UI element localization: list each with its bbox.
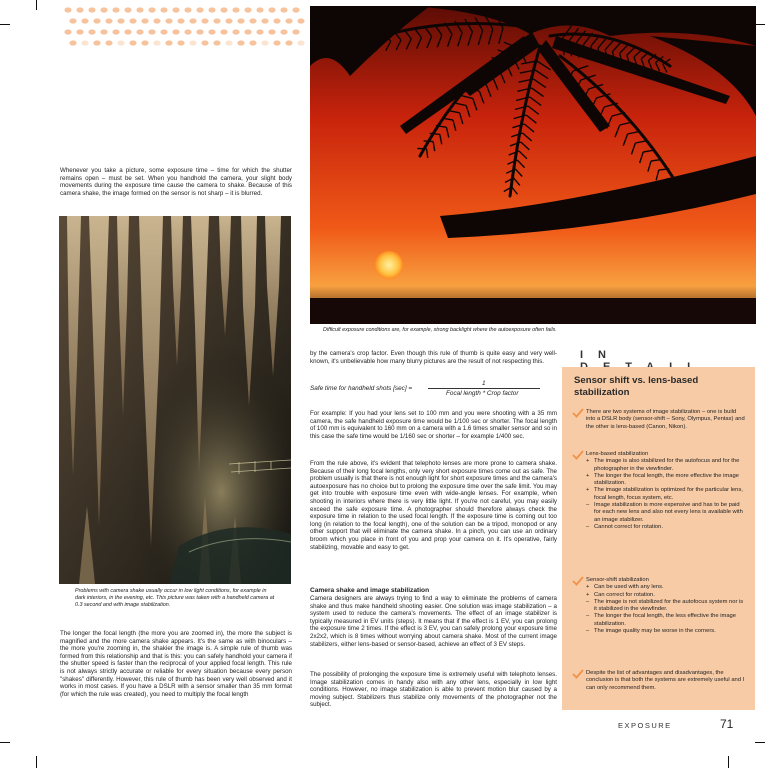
sunset-photo-caption: Difficult exposure conditions are, for example, strong backlight where the autoexposure often fails.: [323, 327, 557, 333]
middle-paragraph-2: For example: If you had your lens set to 100 mm and you were shooting with a 35 mm camera, the safe handheld exposure time would be 1/100 sec or shorter. The focal length of 100 mm is equivalent to 160 mm on a camera with a 1.6 times smaller sensor and so in this case the safe time would be 1/160 sec or shorter – for example 1/400 sec.: [310, 410, 557, 440]
decorative-dot: [148, 29, 155, 34]
decorative-dot: [196, 7, 203, 12]
crop-mark: [728, 756, 729, 768]
list-item-text: Can be used with any lens.: [594, 584, 664, 591]
list-item-text: Image stabilization is more expensive and has to be paid for each new lens and also not every lens is available with an image stabilizer.: [594, 502, 743, 523]
decorative-dot-pattern: [62, 4, 307, 54]
decorative-dot: [165, 40, 172, 45]
middle-paragraph-5: The possibility of prolonging the exposure time is extremely useful with telephoto lenses. Image stabilization comes in handy also with any other lens, especially in low light conditions. However, no image stabilization is able to prevent motion blur caused by a moving subject. Stabilizers thus stabilize only movements of the photographer not the subject.: [310, 671, 557, 709]
sensor-item: [586, 584, 746, 591]
list-marker: –: [586, 628, 590, 635]
decorative-dot: [201, 40, 208, 45]
decorative-dot: [100, 29, 107, 34]
formula-numerator: 1: [482, 380, 486, 387]
decorative-dot: [297, 18, 304, 23]
list-item-text: The image quality may be worse in the corners.: [594, 628, 716, 635]
formula-denominator: Focal length * Crop factor: [446, 390, 519, 397]
decorative-dot: [88, 7, 95, 12]
formula-fraction-bar: [428, 388, 540, 389]
list-item-text: The image stabilization is optimized for the particular lens, focal length, focus system, etc.: [594, 487, 743, 501]
section-heading: Camera shake and image stabilization: [310, 587, 430, 594]
decorative-dot: [160, 7, 167, 12]
decorative-dot: [268, 7, 275, 12]
checkmark-icon: [572, 450, 584, 460]
decorative-dot: [237, 40, 244, 45]
list-marker: +: [586, 458, 590, 465]
decorative-dot: [177, 40, 184, 45]
decorative-dot: [124, 29, 131, 34]
detail-conclusion-text: Despite the list of advantages and disadvantages, the conclusion is that both the systems are extremely useful and I can only recommend them.: [586, 670, 745, 691]
list-marker: –: [586, 523, 590, 530]
decorative-dot: [225, 18, 232, 23]
decorative-dot: [112, 29, 119, 34]
decorative-dot: [280, 29, 287, 34]
in-detail-header: IN: [562, 344, 755, 366]
decorative-dot: [208, 7, 215, 12]
decorative-dot: [81, 40, 88, 45]
decorative-dot: [69, 18, 76, 23]
decorative-dot: [256, 29, 263, 34]
left-body-paragraph: The longer the focal length (the more you are zoomed in), the more the subject is magnified and the more camera shake appears. It's the same as with binoculars – the more you're zooming in, the shakier the image is. A simple rule of thumb was formed from this relationship and that is this: you can safely handhold your camera if the shutter speed is faster than the reciprocal of your applied focal length. This rule is not always strictly accurate or reliable for every situation because every person "shakes" differently. However, this rule of thumb has been very well observed and it works in most cases. If you have a DSLR with a sensor smaller than 35 mm format (for which the rule was created), you need to multiply the focal length: [60, 630, 292, 698]
middle-paragraph-1: by the camera's crop factor. Even though this rule of thumb is quite easy and very well-known, it's unbelievable how many blurry pictures are the result of not respecting this.: [310, 350, 557, 365]
lens-item: [586, 458, 746, 473]
lens-item: [586, 524, 746, 531]
crop-mark: [755, 742, 765, 743]
sensor-shift-group: [586, 577, 746, 635]
decorative-dot: [93, 40, 100, 45]
decorative-dot: [153, 40, 160, 45]
decorative-dot: [268, 29, 275, 34]
decorative-dot: [136, 29, 143, 34]
palm-leaflet: [667, 178, 677, 179]
decorative-dot: [112, 7, 119, 12]
decorative-dot: [117, 18, 124, 23]
decorative-dot: [285, 40, 292, 45]
formula-lhs: Safe time for handheld shots [sec] =: [310, 385, 413, 392]
list-marker: –: [586, 502, 590, 509]
page-number: 71: [720, 717, 734, 731]
decorative-dot: [117, 40, 124, 45]
sensor-item: [586, 599, 746, 614]
decorative-dot: [136, 7, 143, 12]
decorative-dot: [213, 40, 220, 45]
decorative-dot: [244, 7, 251, 12]
decorative-dot: [69, 40, 76, 45]
decorative-dot: [105, 18, 112, 23]
palm-leaflet: [424, 141, 434, 142]
decorative-dot: [124, 7, 131, 12]
list-marker: –: [586, 598, 590, 605]
detail-intro: [586, 409, 746, 431]
list-marker: –: [586, 613, 590, 620]
checkmark-icon: [572, 576, 584, 586]
cave-photo: [59, 216, 291, 584]
footer-section-label: EXPOSURE: [618, 721, 672, 730]
crop-mark: [0, 24, 10, 25]
decorative-dot: [184, 29, 191, 34]
decorative-dot: [273, 18, 280, 23]
decorative-dot: [225, 40, 232, 45]
decorative-dot: [81, 18, 88, 23]
middle-paragraph-4: Camera designers are always trying to find a way to eliminate the problems of camera shake and thus make handheld shooting easier. One solution was image stabilization – a system used to reduce the camera's movements. The effect of an image stabilizer is typically measured in EV units (steps). It means that if the effect is 1 EV, you can prolong the exposure time 2 times. If the effect is 3 EV, you can safely prolong your exposure time 2x2x2, which is 8 times without worrying about camera shake. Most of the current image stabilizers, either lens-based or sensor-based, achieve an effect of 3 EV steps.: [310, 595, 557, 648]
list-item-text: The image is also stabilized for the autofocus and for the photographer in the viewfinder.: [594, 458, 740, 472]
sensor-item: [586, 592, 746, 599]
list-item-text: The image is not stabilized for the autofocus system nor is it stabilized in the viewfinder.: [594, 598, 744, 613]
checkmark-icon: [572, 408, 584, 418]
list-item-text: Cannot correct for rotation.: [594, 523, 663, 530]
decorative-dot: [141, 18, 148, 23]
decorative-dot: [249, 18, 256, 23]
decorative-dot: [148, 7, 155, 12]
decorative-dot: [232, 29, 239, 34]
decorative-dot: [256, 7, 263, 12]
list-item-text: The longer the focal length, the less effective the image stabilization.: [594, 613, 737, 627]
checkmark-icon: [572, 669, 584, 679]
sensor-item: [586, 613, 746, 628]
list-item-text: The longer the focal length, the more effective the image stabilization.: [594, 472, 739, 487]
sensor-item: [586, 628, 746, 635]
decorative-dot: [201, 18, 208, 23]
decorative-dot: [285, 18, 292, 23]
decorative-dot: [172, 7, 179, 12]
list-item-text: Can correct for rotation.: [594, 591, 655, 598]
lens-item: [586, 473, 746, 488]
sensor-shift-heading: Sensor-shift stabilization: [586, 577, 649, 583]
crop-mark: [755, 24, 765, 25]
decorative-dot: [177, 18, 184, 23]
decorative-dot: [292, 29, 299, 34]
detail-panel: [562, 367, 755, 710]
list-marker: +: [586, 472, 590, 479]
detail-conclusion: [586, 670, 746, 692]
lens-based-heading: Lens-based stabilization: [586, 451, 649, 457]
list-marker: +: [586, 487, 590, 494]
decorative-dot: [232, 7, 239, 12]
list-marker: +: [586, 591, 590, 598]
intro-paragraph: Whenever you take a picture, some exposure time – time for which the shutter remains open – must be set. When you handhold the camera, your slight body movements during the exposure time cause the camera to shake. Because of this camera shake, the image formed on the sensor is not sharp – it is blurred.: [60, 167, 292, 197]
lens-based-group: [586, 451, 746, 531]
decorative-dot: [292, 7, 299, 12]
decorative-dot: [76, 29, 83, 34]
decorative-dot: [93, 18, 100, 23]
decorative-dot: [189, 18, 196, 23]
sunset-palm-photo: [310, 6, 756, 324]
detail-title: Sensor shift vs. lens-based stabilization: [574, 375, 699, 398]
lens-item: [586, 502, 746, 524]
decorative-dot: [165, 18, 172, 23]
decorative-dot: [196, 29, 203, 34]
decorative-dot: [64, 7, 71, 12]
crop-mark: [0, 742, 10, 743]
safe-time-formula: [310, 380, 560, 400]
detail-intro-text: There are two systems of image stabilization – one is build into a DSLR body (sensor-shift – Sony, Olympus, Pentax) and the other is lens-based (Canon, Nikon).: [586, 409, 745, 430]
decorative-dot: [273, 40, 280, 45]
decorative-dot: [88, 29, 95, 34]
middle-paragraph-3: From the rule above, it's evident that telephoto lenses are more prone to camera shake. Because of their long focal lengths, only very short exposure times come out as safe. The problem usually is that there is not enough light for short exposure times and the camera's autoexposure has no choice but to prolong the exposure time over the safe limit. You may get into trouble with exposure time even with wide-angle lenses. For example, when shooting in interiors where there is very little light. If you're not careful, you may easily exceed the safe exposure time. A photographer should therefore always check the exposure time in relation to the used focal length. If the exposure time is coming out too long (in relation to the focal length), one of the solution can be a tripod, monopod or any other support that will eliminate the camera shake. In a pinch, you can use an ordinary broom which you place in front of you and prop your camera on it. It's operative, fairly stabilizing, movable and easy to get.: [310, 460, 557, 551]
lens-item: [586, 487, 746, 502]
decorative-dot: [172, 29, 179, 34]
decorative-dot: [184, 7, 191, 12]
crop-mark: [36, 0, 37, 10]
decorative-dot: [261, 40, 268, 45]
decorative-dot: [153, 18, 160, 23]
decorative-dot: [297, 40, 304, 45]
crop-mark: [36, 756, 37, 768]
decorative-dot: [189, 40, 196, 45]
decorative-dot: [261, 18, 268, 23]
decorative-dot: [220, 29, 227, 34]
decorative-dot: [208, 29, 215, 34]
cave-photo-caption: Problems with camera shake usually occur in low light conditions, for example in dark interiors, in the evening, etc. This picture was taken with a handheld camera at 0.3 second and with image stabilization.: [75, 588, 275, 608]
decorative-dot: [129, 40, 136, 45]
decorative-dot: [105, 40, 112, 45]
decorative-dot: [160, 29, 167, 34]
decorative-dot: [141, 40, 148, 45]
decorative-dot: [100, 7, 107, 12]
decorative-dot: [220, 7, 227, 12]
decorative-dot: [76, 7, 83, 12]
decorative-dot: [213, 18, 220, 23]
decorative-dot: [237, 18, 244, 23]
decorative-dot: [249, 40, 256, 45]
list-marker: +: [586, 584, 590, 591]
decorative-dot: [244, 29, 251, 34]
decorative-dot: [129, 18, 136, 23]
decorative-dot: [64, 29, 71, 34]
decorative-dot: [280, 7, 287, 12]
